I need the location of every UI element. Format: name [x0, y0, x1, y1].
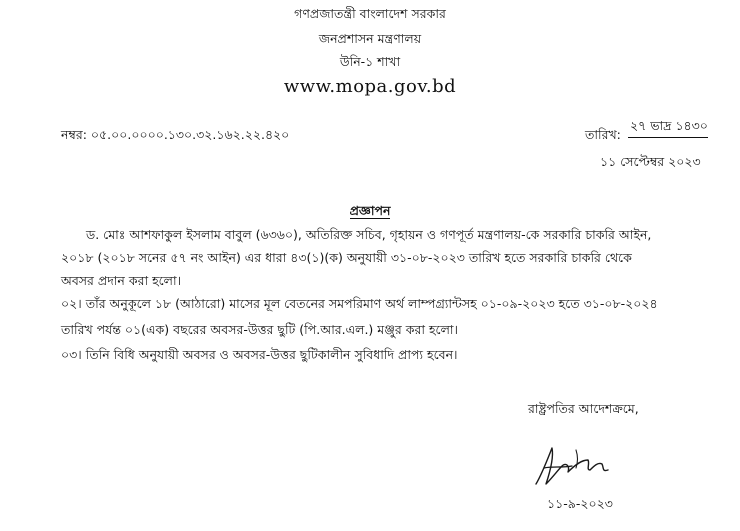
- notice-line: অবসর প্রদান করা হলো।: [61, 273, 182, 288]
- date-bangla: ২৭ ভাদ্র ১৪৩০: [630, 118, 708, 133]
- notice-line: ০২। তাঁর অনুকূলে ১৮ (আঠারো) মাসের মূল বেতনের সমপরিমাণ অর্থ লাম্পগ্র্যান্টসহ ০১-০৯-২০২৩ হতে ৩১-০৮-২০২৪: [61, 296, 658, 311]
- section-name: উনি-১ শাখা: [339, 54, 401, 69]
- date-english: ১১ সেপ্টেম্বর ২০২৩: [600, 154, 701, 169]
- notice-line: ২০১৮ (২০১৮ সনের ৫৭ নং আইন) এর ধারা ৪৩(১)(ক) অনুযায়ী ৩১-০৮-২০২৩ তারিখ হতে সরকারি চাকরি থেকে: [61, 250, 632, 265]
- notice-line: ড. মোঃ আশফাকুল ইসলাম বাবুল (৬৩৬০), অতিরিক্ত সচিব, গৃহায়ন ও গণপূর্ত মন্ত্রণালয়-কে সরকারি চাকরি আইন,: [86, 227, 652, 242]
- signature-date: ১১-৯-২০২৩: [547, 496, 613, 511]
- date-label: তারিখ:: [585, 127, 621, 142]
- date-divider: [628, 137, 708, 138]
- presidential-order: রাষ্ট্রপতির আদেশক্রমে,: [528, 401, 639, 416]
- signature-image: [532, 444, 614, 490]
- website-link[interactable]: www.mopa.gov.bd: [283, 76, 457, 97]
- notice-line: ০৩। তিনি বিধি অনুযায়ী অবসর ও অবসর-উত্তর ছুটিকালীন সুবিধাদি প্রাপ্য হবেন।: [61, 347, 458, 362]
- notice-title: [0, 203, 740, 219]
- notice-line: তারিখ পর্যন্ত ০১(এক) বছরের অবসর-উত্তর ছুটি (পি.আর.এল.) মঞ্জুর করা হলো।: [61, 322, 458, 337]
- ministry-name: জনপ্রশাসন মন্ত্রণালয়: [318, 31, 422, 46]
- notice-title-text: প্রজ্ঞাপন: [349, 203, 391, 218]
- memo-number: নম্বর: ০৫.০০.০০০০.১৩০.৩২.১৬২.২২.৪২০: [61, 127, 290, 142]
- government-name: গণপ্রজাতন্ত্রী বাংলাদেশ সরকার: [294, 6, 446, 21]
